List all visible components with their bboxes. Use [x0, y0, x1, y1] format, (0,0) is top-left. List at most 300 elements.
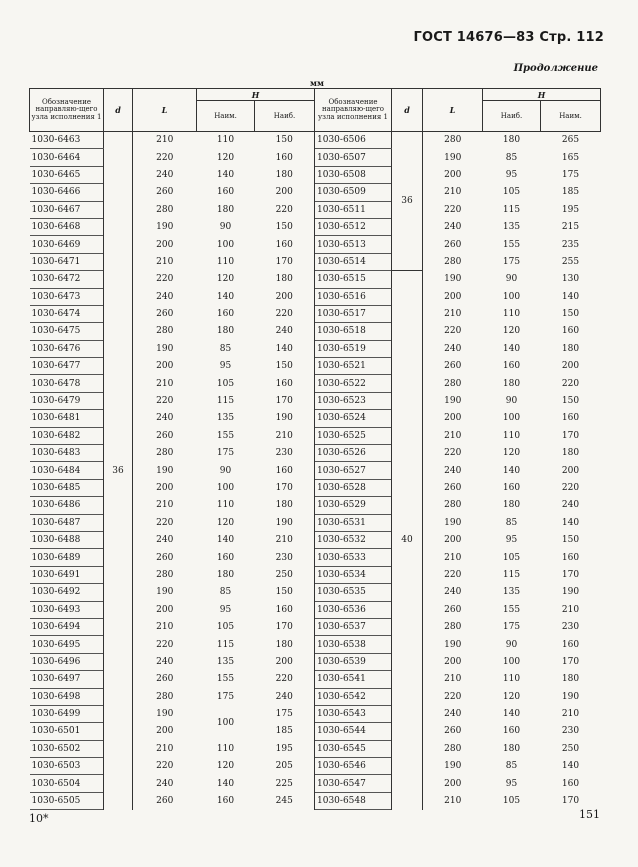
designation-cell: 1030-6465	[30, 166, 104, 183]
l-value: 190	[444, 396, 462, 407]
col-d: d	[104, 89, 133, 132]
designation-cell: 1030-6517	[315, 305, 392, 322]
h-b-value: 255	[561, 256, 580, 267]
h-min-value: 180	[216, 569, 235, 580]
h-b-value: 170	[561, 569, 580, 580]
h-b-value: 220	[561, 378, 580, 389]
h-b-value: 140	[561, 517, 580, 528]
l-value: 220	[156, 152, 174, 163]
l-value: 210	[156, 256, 174, 267]
l-value: 220	[156, 517, 174, 528]
l-value: 280	[444, 256, 462, 267]
h-max-value: 200	[255, 653, 315, 670]
h-a-value: 160	[502, 483, 521, 493]
l-value: 200	[156, 604, 174, 615]
designation-cell: 1030-6519	[315, 340, 392, 357]
h-max-value: 170	[255, 479, 315, 496]
designation-cell: 1030-6513	[315, 236, 392, 253]
designation-cell: 1030-6525	[315, 427, 392, 444]
col-h-2: H	[483, 89, 601, 101]
l-value: 210	[444, 796, 462, 807]
h-max-value: 250	[255, 566, 315, 583]
h-min-value: 110	[216, 135, 235, 146]
designation-cell: 1030-6476	[30, 340, 104, 357]
h-b-value: 240	[561, 500, 580, 511]
designation-cell: 1030-6542	[315, 688, 392, 705]
designation-cell: 1030-6493	[30, 601, 104, 618]
h-max-value: 240	[255, 688, 315, 705]
h-min-value: 135	[216, 656, 235, 667]
col-h-max: Наиб.	[255, 101, 315, 132]
h-b-value: 160	[561, 552, 580, 563]
h-min-value: 140	[216, 778, 235, 789]
h-b-value: 140	[561, 761, 580, 772]
l-value: 260	[156, 187, 174, 198]
h-b-value: 210	[561, 709, 580, 720]
h-min-value: 175	[216, 691, 235, 702]
h-a-value: 180	[502, 500, 521, 511]
h-a-value: 90	[505, 639, 518, 650]
h-max-value: 170	[255, 392, 315, 409]
h-max-value: 150	[255, 218, 315, 235]
h-max-value: 150	[255, 584, 315, 601]
l-value: 210	[444, 674, 462, 685]
designation-cell: 1030-6548	[315, 792, 392, 809]
h-min-value: 90	[219, 222, 232, 233]
h-a-value: 115	[502, 204, 521, 215]
h-min-value: 95	[219, 361, 232, 372]
h-b-value: 195	[561, 204, 580, 215]
h-b-value: 230	[561, 622, 580, 633]
h-b-value: 180	[561, 674, 580, 685]
designation-cell: 1030-6534	[315, 566, 392, 583]
l-value: 210	[156, 500, 174, 511]
h-min-value: 85	[219, 343, 232, 354]
page-header	[413, 30, 604, 45]
h-a-value: 120	[502, 326, 521, 337]
designation-cell: 1030-6532	[315, 531, 392, 548]
designation-cell: 1030-6501	[30, 723, 104, 740]
l-value: 280	[444, 622, 462, 633]
l-value: 280	[444, 500, 462, 511]
designation-cell: 1030-6516	[315, 288, 392, 305]
l-value: 210	[444, 187, 462, 198]
col-l-2: L	[423, 89, 483, 132]
h-b-value: 215	[561, 222, 580, 233]
h-max-value: 160	[255, 601, 315, 618]
table-header	[30, 89, 601, 132]
l-value: 220	[156, 396, 174, 407]
l-value: 280	[156, 569, 174, 580]
l-value: 240	[156, 656, 174, 667]
l-value: 200	[444, 169, 462, 180]
h-a-value: 90	[505, 396, 518, 407]
h-max-value: 180	[255, 497, 315, 514]
l-value: 240	[156, 413, 174, 424]
h-b-value: 190	[561, 691, 580, 702]
col-designation: Обозначение направляю-щего узла исполнения 1	[30, 89, 104, 132]
h-max-value: 210	[255, 427, 315, 444]
h-a-value: 160	[502, 726, 521, 737]
designation-cell: 1030-6464	[30, 149, 104, 166]
l-value: 220	[444, 204, 462, 215]
h-b-value: 160	[561, 778, 580, 789]
designation-cell: 1030-6546	[315, 758, 392, 775]
table-body	[30, 132, 601, 810]
l-value: 260	[156, 674, 174, 685]
designation-cell: 1030-6463	[30, 132, 104, 149]
designation-cell: 1030-6531	[315, 514, 392, 531]
l-value: 260	[444, 239, 462, 250]
h-b-value: 200	[561, 465, 580, 476]
h-a-value: 135	[502, 222, 521, 233]
h-max-value: 205	[255, 758, 315, 775]
designation-cell: 1030-6478	[30, 375, 104, 392]
l-value: 190	[156, 587, 174, 598]
h-b-value: 160	[561, 326, 580, 337]
h-b-value: 190	[561, 587, 580, 598]
h-a-value: 140	[502, 709, 521, 720]
designation-cell: 1030-6482	[30, 427, 104, 444]
h-min-value: 160	[216, 309, 235, 320]
unit-label: мм	[310, 78, 324, 88]
l-value: 220	[156, 274, 174, 285]
l-value: 240	[156, 291, 174, 302]
h-max-value: 180	[255, 166, 315, 183]
h-max-value: 150	[255, 358, 315, 375]
h-b-value: 180	[561, 343, 580, 354]
designation-cell: 1030-6537	[315, 618, 392, 635]
h-min-value: 90	[219, 465, 232, 476]
l-value: 190	[444, 517, 462, 528]
h-min-value: 140	[216, 169, 235, 180]
h-min-value: 85	[219, 587, 232, 598]
h-min-value: 110	[216, 500, 235, 511]
h-max-value: 170	[255, 253, 315, 270]
h-min-value: 120	[216, 274, 235, 285]
h-a-value: 110	[502, 309, 521, 320]
h-a-value: 110	[502, 674, 521, 685]
h-max-value: 240	[255, 323, 315, 340]
h-max-value: 225	[255, 775, 315, 792]
h-b-value: 185	[561, 187, 580, 198]
h-max-value: 160	[255, 149, 315, 166]
l-value: 190	[444, 152, 462, 163]
designation-cell: 1030-6527	[315, 462, 392, 479]
designation-cell: 1030-6518	[315, 323, 392, 340]
h-max-value: 220	[255, 201, 315, 218]
l-value: 220	[156, 761, 174, 772]
h-b-value: 170	[561, 430, 580, 441]
designation-cell: 1030-6506	[315, 132, 392, 149]
h-b-value: 150	[561, 396, 580, 407]
h-max-value: 230	[255, 445, 315, 462]
l-value: 190	[156, 222, 174, 233]
h-b-value: 235	[561, 239, 580, 250]
designation-cell: 1030-6535	[315, 584, 392, 601]
h-a-value: 180	[502, 378, 521, 389]
col-h: H	[197, 89, 315, 101]
designation-cell: 1030-6541	[315, 671, 392, 688]
designation-cell: 1030-6524	[315, 410, 392, 427]
designation-cell: 1030-6471	[30, 253, 104, 270]
l-value: 210	[156, 135, 174, 146]
l-value: 190	[156, 343, 174, 354]
l-value: 260	[156, 430, 174, 441]
l-value: 190	[156, 709, 174, 720]
h-b-value: 130	[561, 274, 580, 285]
designation-cell: 1030-6512	[315, 218, 392, 235]
designation-cell: 1030-6475	[30, 323, 104, 340]
h-max-value: 150	[255, 132, 315, 149]
designation-cell: 1030-6477	[30, 358, 104, 375]
h-max-value: 220	[255, 671, 315, 688]
h-a-value: 100	[502, 291, 521, 302]
h-min-value: 120	[216, 517, 235, 528]
l-value: 210	[444, 552, 462, 563]
designation-cell: 1030-6504	[30, 775, 104, 792]
designation-cell: 1030-6515	[315, 271, 392, 288]
l-value: 200	[444, 656, 462, 667]
page-ref: Стр. 112	[539, 30, 604, 45]
h-min-value: 115	[216, 396, 235, 407]
designation-cell: 1030-6469	[30, 236, 104, 253]
standard-code: ГОСТ 14676—83	[413, 30, 535, 45]
l-value: 200	[444, 535, 462, 546]
h-min-value: 120	[216, 761, 235, 772]
l-value: 260	[156, 796, 174, 807]
l-value: 280	[156, 204, 174, 215]
h-min-value: 105	[216, 378, 235, 389]
h-a-value: 105	[502, 796, 521, 807]
h-max-value: 180	[255, 636, 315, 653]
designation-cell: 1030-6485	[30, 479, 104, 496]
h-a-value: 110	[502, 430, 521, 441]
col-l: L	[133, 89, 197, 132]
h-min-value: 110	[216, 256, 235, 267]
l-value: 260	[156, 552, 174, 563]
designation-cell: 1030-6545	[315, 740, 392, 757]
col-h-min: Наим.	[197, 101, 255, 132]
h-min-value: 100	[216, 239, 235, 250]
l-value: 210	[444, 430, 462, 441]
designation-cell: 1030-6508	[315, 166, 392, 183]
l-value: 200	[444, 413, 462, 424]
l-value: 280	[444, 378, 462, 389]
h-a-value: 105	[502, 552, 521, 563]
l-value: 190	[444, 639, 462, 650]
l-value: 280	[444, 743, 462, 754]
h-max-value: 140	[255, 340, 315, 357]
designation-cell: 1030-6522	[315, 375, 392, 392]
h-max-value: 160	[255, 236, 315, 253]
l-value: 200	[156, 239, 174, 250]
designation-cell: 1030-6505	[30, 792, 104, 809]
designation-cell: 1030-6466	[30, 184, 104, 201]
h-a-value: 85	[505, 517, 518, 528]
designation-cell: 1030-6487	[30, 514, 104, 531]
h-min-value: 95	[219, 604, 232, 615]
h-a-value: 105	[502, 187, 521, 198]
h-min-value: 155	[216, 430, 235, 441]
h-a-value: 90	[505, 274, 518, 285]
h-b-value: 140	[561, 291, 580, 302]
designation-cell: 1030-6489	[30, 549, 104, 566]
l-value: 240	[444, 709, 462, 720]
designation-cell: 1030-6503	[30, 758, 104, 775]
h-max-value: 185	[255, 723, 315, 740]
l-value: 220	[444, 326, 462, 337]
h-a-value: 100	[502, 413, 521, 424]
h-min-value: 140	[216, 291, 235, 302]
h-min-value: 120	[216, 152, 235, 163]
designation-cell: 1030-6467	[30, 201, 104, 218]
h-b-value: 170	[561, 656, 580, 667]
designation-cell: 1030-6547	[315, 775, 392, 792]
h-b-value: 150	[561, 535, 580, 546]
h-b-value: 230	[561, 726, 580, 737]
h-a-value: 85	[505, 152, 518, 163]
designation-cell: 1030-6484	[30, 462, 104, 479]
l-value: 200	[156, 726, 174, 737]
designation-cell: 1030-6496	[30, 653, 104, 670]
l-value: 240	[444, 587, 462, 598]
h-min-value: 115	[216, 639, 235, 650]
l-value: 280	[156, 691, 174, 702]
h-b-value: 180	[561, 448, 580, 459]
designation-cell: 1030-6497	[30, 671, 104, 688]
h-min-value: 105	[216, 622, 235, 633]
h-max-value: 160	[255, 375, 315, 392]
h-b-value: 220	[561, 483, 580, 493]
designation-cell: 1030-6499	[30, 705, 104, 722]
h-a-value: 155	[502, 604, 521, 615]
h-b-value: 210	[561, 604, 580, 615]
h-max-value: 170	[255, 618, 315, 635]
designation-cell: 1030-6544	[315, 723, 392, 740]
designation-cell: 1030-6528	[315, 479, 392, 496]
h-min-value: 175	[216, 448, 235, 459]
designation-cell: 1030-6539	[315, 653, 392, 670]
designation-cell: 1030-6543	[315, 705, 392, 722]
footer-left: 10*	[29, 812, 49, 825]
l-value: 240	[444, 222, 462, 233]
page-number: 151	[579, 808, 600, 821]
l-value: 260	[444, 483, 462, 493]
h-max-value: 180	[255, 271, 315, 288]
h-max-value: 195	[255, 740, 315, 757]
h-a-value: 160	[502, 361, 521, 372]
h-a-value: 155	[502, 239, 521, 250]
designation-cell: 1030-6509	[315, 184, 392, 201]
h-a-value: 140	[502, 343, 521, 354]
h-min-value: 110	[216, 743, 235, 754]
l-value: 220	[156, 639, 174, 650]
designation-cell: 1030-6498	[30, 688, 104, 705]
designation-cell: 1030-6483	[30, 445, 104, 462]
dimensions-table	[29, 88, 601, 810]
l-value: 210	[156, 622, 174, 633]
h-b-value: 265	[561, 135, 580, 146]
h-a-value: 115	[502, 569, 521, 580]
l-value: 260	[444, 604, 462, 615]
designation-cell: 1030-6486	[30, 497, 104, 514]
h-min-value: 180	[216, 326, 235, 337]
h-a-value: 120	[502, 448, 521, 459]
l-value: 190	[444, 274, 462, 285]
designation-cell: 1030-6468	[30, 218, 104, 235]
h-min-value: 160	[216, 187, 235, 198]
h-a-value: 95	[505, 778, 518, 789]
l-value: 260	[444, 726, 462, 737]
l-value: 240	[444, 465, 462, 476]
col-d-2: d	[392, 89, 423, 132]
l-value: 210	[444, 309, 462, 320]
designation-cell: 1030-6529	[315, 497, 392, 514]
h-a-value: 175	[502, 256, 521, 267]
designation-cell: 1030-6511	[315, 201, 392, 218]
designation-cell: 1030-6495	[30, 636, 104, 653]
col-h-b-2: Наим.	[541, 101, 601, 132]
l-value: 220	[444, 569, 462, 580]
l-value: 220	[444, 691, 462, 702]
h-min-value: 160	[216, 796, 235, 807]
designation-cell: 1030-6502	[30, 740, 104, 757]
col-h-a-2: Наиб.	[483, 101, 541, 132]
l-value: 240	[156, 169, 174, 180]
l-value: 280	[156, 448, 174, 459]
l-value: 210	[156, 743, 174, 754]
l-value: 200	[156, 483, 174, 493]
h-max-value: 200	[255, 184, 315, 201]
designation-cell: 1030-6488	[30, 531, 104, 548]
designation-cell: 1030-6533	[315, 549, 392, 566]
h-min-value: 100	[216, 717, 235, 728]
h-max-value: 160	[255, 462, 315, 479]
designation-cell: 1030-6521	[315, 358, 392, 375]
h-max-value: 210	[255, 531, 315, 548]
h-b-value: 250	[561, 743, 580, 754]
designation-cell: 1030-6507	[315, 149, 392, 166]
h-max-value: 230	[255, 549, 315, 566]
h-b-value: 200	[561, 361, 580, 372]
h-a-value: 135	[502, 587, 521, 598]
l-value: 240	[156, 535, 174, 546]
continuation-label: Продолжение	[513, 63, 598, 74]
designation-cell: 1030-6481	[30, 410, 104, 427]
l-value: 280	[444, 135, 462, 146]
designation-cell: 1030-6472	[30, 271, 104, 288]
h-min-value: 155	[216, 674, 235, 685]
designation-cell: 1030-6494	[30, 618, 104, 635]
h-max-value: 175	[255, 705, 315, 722]
designation-cell: 1030-6479	[30, 392, 104, 409]
h-max-value: 190	[255, 410, 315, 427]
designation-cell: 1030-6523	[315, 392, 392, 409]
h-b-value: 160	[561, 639, 580, 650]
h-b-value: 175	[561, 169, 580, 180]
l-value: 200	[444, 291, 462, 302]
designation-cell: 1030-6526	[315, 445, 392, 462]
l-value: 200	[444, 778, 462, 789]
l-value: 210	[156, 378, 174, 389]
h-b-value: 170	[561, 796, 580, 807]
designation-cell: 1030-6492	[30, 584, 104, 601]
l-value: 240	[444, 343, 462, 354]
h-min-value: 180	[216, 204, 235, 215]
table-row	[30, 132, 601, 149]
l-value: 220	[444, 448, 462, 459]
